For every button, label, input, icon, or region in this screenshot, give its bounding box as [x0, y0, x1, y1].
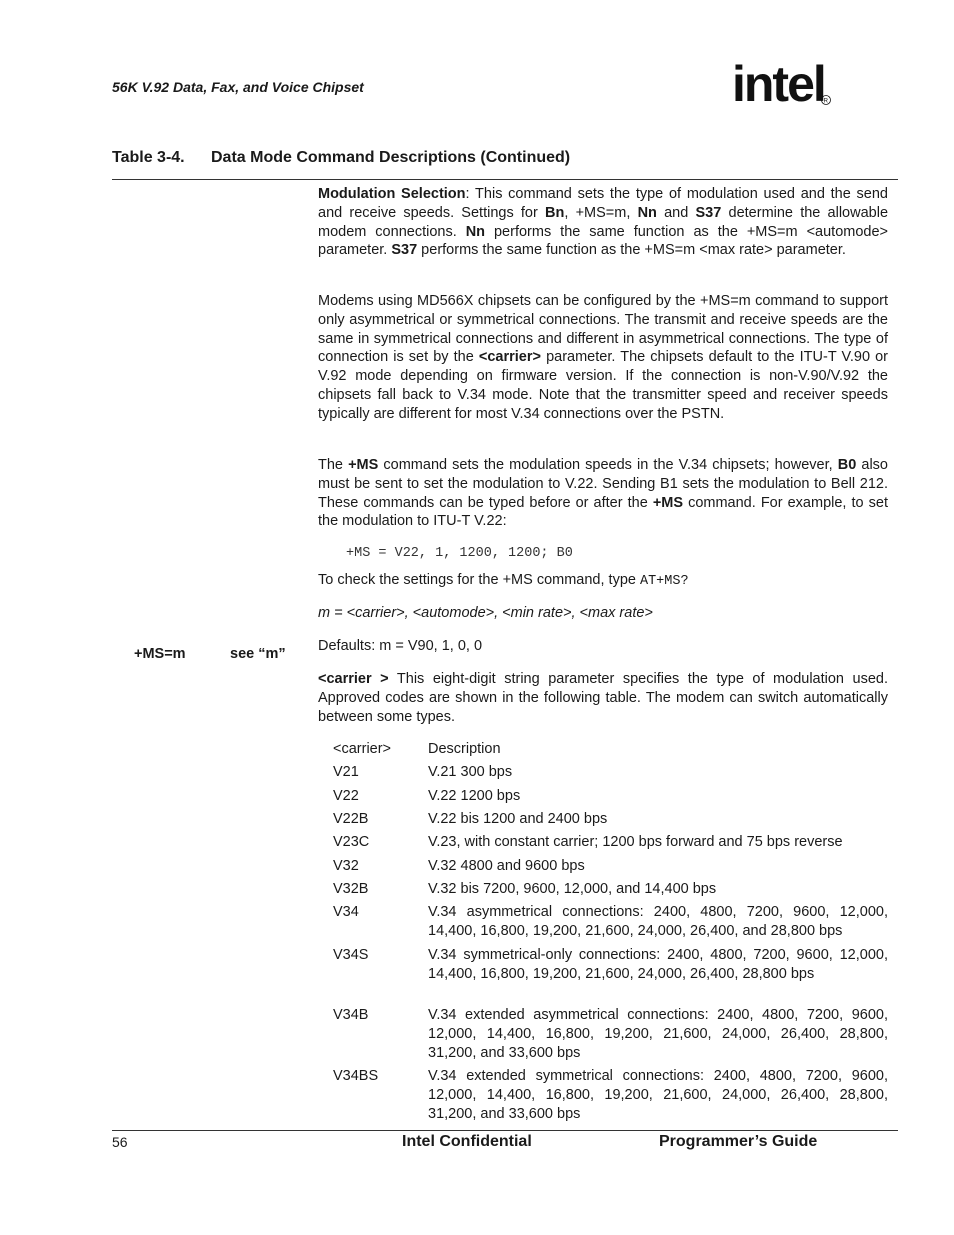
bold-text: S37: [695, 204, 722, 221]
text: determine the allowable modem connections.: [318, 204, 889, 240]
carrier-description: V.34 extended symmetrical connections: 2400, 4800, 7200, 9600, 12,000, 14,400, 16,800, 19,200, 21,600, 24,000, 26,400, 28,800, 31,200, and 33,600 bps: [428, 1068, 888, 1122]
bold-text: +MS: [348, 457, 379, 473]
text: performs the same function as the +MS=m <automode> parameter.: [318, 223, 888, 259]
paragraph-md566x: [318, 292, 888, 424]
top-rule: [112, 179, 898, 180]
bold-text: B0: [837, 457, 857, 473]
bold-text: Bn: [545, 204, 565, 221]
carrier-code: V22: [333, 788, 359, 804]
carrier-code: V22B: [333, 811, 369, 827]
carrier-description: V.32 bis 7200, 9600, 12,000, and 14,400 bps: [428, 881, 717, 897]
carrier-code: V34BS: [333, 1068, 379, 1084]
carrier-code: V23C: [333, 834, 370, 850]
carrier-description: V.34 symmetrical-only connections: 2400, 4800, 7200, 9600, 12,000, 14,400, 16,800, 19,200, 21,600, 24,000, 26,400, 28,800 bps: [428, 947, 888, 982]
table-title: Data Mode Command Descriptions (Continued): [211, 149, 571, 166]
text: : This command sets the type of modulation used and the send and receive speeds. Settings for: [318, 186, 888, 221]
footer-confidential: Intel Confidential: [402, 1133, 532, 1150]
paragraph-ms-command: [318, 456, 888, 531]
page-number: 56: [112, 1134, 128, 1150]
paragraph-check-settings: [318, 571, 888, 592]
text: This eight-digit string parameter specifies the type of modulation used. Approved codes are shown in the following table. The modem can switch automatically between some types.: [318, 671, 888, 725]
text: command sets the modulation speeds in the V.34 chipsets; however,: [378, 457, 838, 473]
carrier-code: V32: [333, 858, 359, 874]
paragraph-carrier: [318, 670, 888, 726]
command-default: see “m”: [230, 646, 286, 662]
text: The: [318, 457, 349, 473]
text: parameter. The chipsets default to the ITU-T V.90 or V.92 mode depending on firmware version. If the connection is non-V.90/V.92 the chipsets fall back to V.34 mode. Note that the transmitter speed and receiver speeds typically are different for most V.34 connections over the PSTN.: [318, 349, 888, 422]
command-name: +MS=m: [134, 646, 186, 662]
carrier-description: V.23, with constant carrier; 1200 bps forward and 75 bps reverse: [428, 834, 843, 850]
bold-text: Nn: [465, 223, 486, 240]
bold-text: +MS: [652, 494, 684, 511]
paragraph-modulation-selection: [318, 185, 888, 260]
bold-text: Nn: [637, 204, 657, 221]
carrier-code: V32B: [333, 881, 369, 897]
carrier-description: V.22 bis 1200 and 2400 bps: [428, 811, 608, 827]
code-example: +MS = V22, 1, 1200, 1200; B0: [346, 546, 573, 561]
text: performs the same function as the +MS=m <max rate> parameter.: [417, 242, 846, 259]
text: also must be sent to set the modulation to V.22. Sending B1 sets the modulation to Bell 212. These commands can be typed before or after the: [318, 457, 888, 511]
bottom-rule: [112, 1130, 898, 1131]
text: To check the settings for the +MS command, type: [318, 572, 640, 588]
carrier-code: V21: [333, 764, 359, 780]
carrier-description: V.34 extended asymmetrical connections: 2400, 4800, 7200, 9600, 12,000, 14,400, 16,800, 19,200, 21,600, 24,000, 26,400, 28,800, 31,200, and 33,600 bps: [428, 1007, 888, 1061]
intel-logo: [730, 56, 834, 118]
syntax-line: m = <carrier>, <automode>, <min rate>, <max rate>: [318, 605, 653, 621]
text: , +MS=m,: [564, 204, 638, 221]
text: Modems using MD566X chipsets can be configured by the +MS=m command to support only asymmetrical or symmetrical connections. The transmit and receive speeds are the same in symmetrical connections and different in asymmetrical connections. The type of connection is set by the: [318, 293, 888, 366]
carrier-code: V34B: [333, 1007, 369, 1023]
table-caption: [112, 149, 570, 167]
carrier-code: V34S: [333, 947, 369, 963]
inline-code: AT+MS?: [639, 574, 689, 589]
carrier-code: V34: [333, 904, 359, 920]
document-title: 56K V.92 Data, Fax, and Voice Chipset: [112, 79, 364, 95]
svg-text:intel: intel: [732, 56, 825, 112]
text: command. For example, to set the modulation to ITU-T V.22:: [318, 494, 888, 530]
carrier-description: V.34 asymmetrical connections: 2400, 4800, 7200, 9600, 12,000, 14,400, 16,800, 19,200, 21,600, 24,000, 26,400, and 28,800 bps: [428, 904, 888, 939]
column-header-description: Description: [428, 741, 501, 757]
text: and: [656, 204, 696, 221]
svg-text:R: R: [823, 98, 828, 105]
bold-text: <carrier >: [318, 671, 389, 687]
carrier-description: V.21 300 bps: [428, 764, 513, 780]
table-number: Table 3-4.: [112, 149, 185, 166]
footer-guide-title: Programmer’s Guide: [659, 1133, 818, 1150]
carrier-description: V.32 4800 and 9600 bps: [428, 858, 585, 874]
carrier-description: V.22 1200 bps: [428, 788, 521, 804]
bold-text: Modulation Selection: [318, 186, 466, 202]
bold-text: <carrier>: [478, 349, 541, 366]
defaults-line: Defaults: m = V90, 1, 0, 0: [318, 638, 483, 654]
column-header-carrier: <carrier>: [333, 741, 392, 757]
bold-text: S37: [391, 242, 418, 259]
